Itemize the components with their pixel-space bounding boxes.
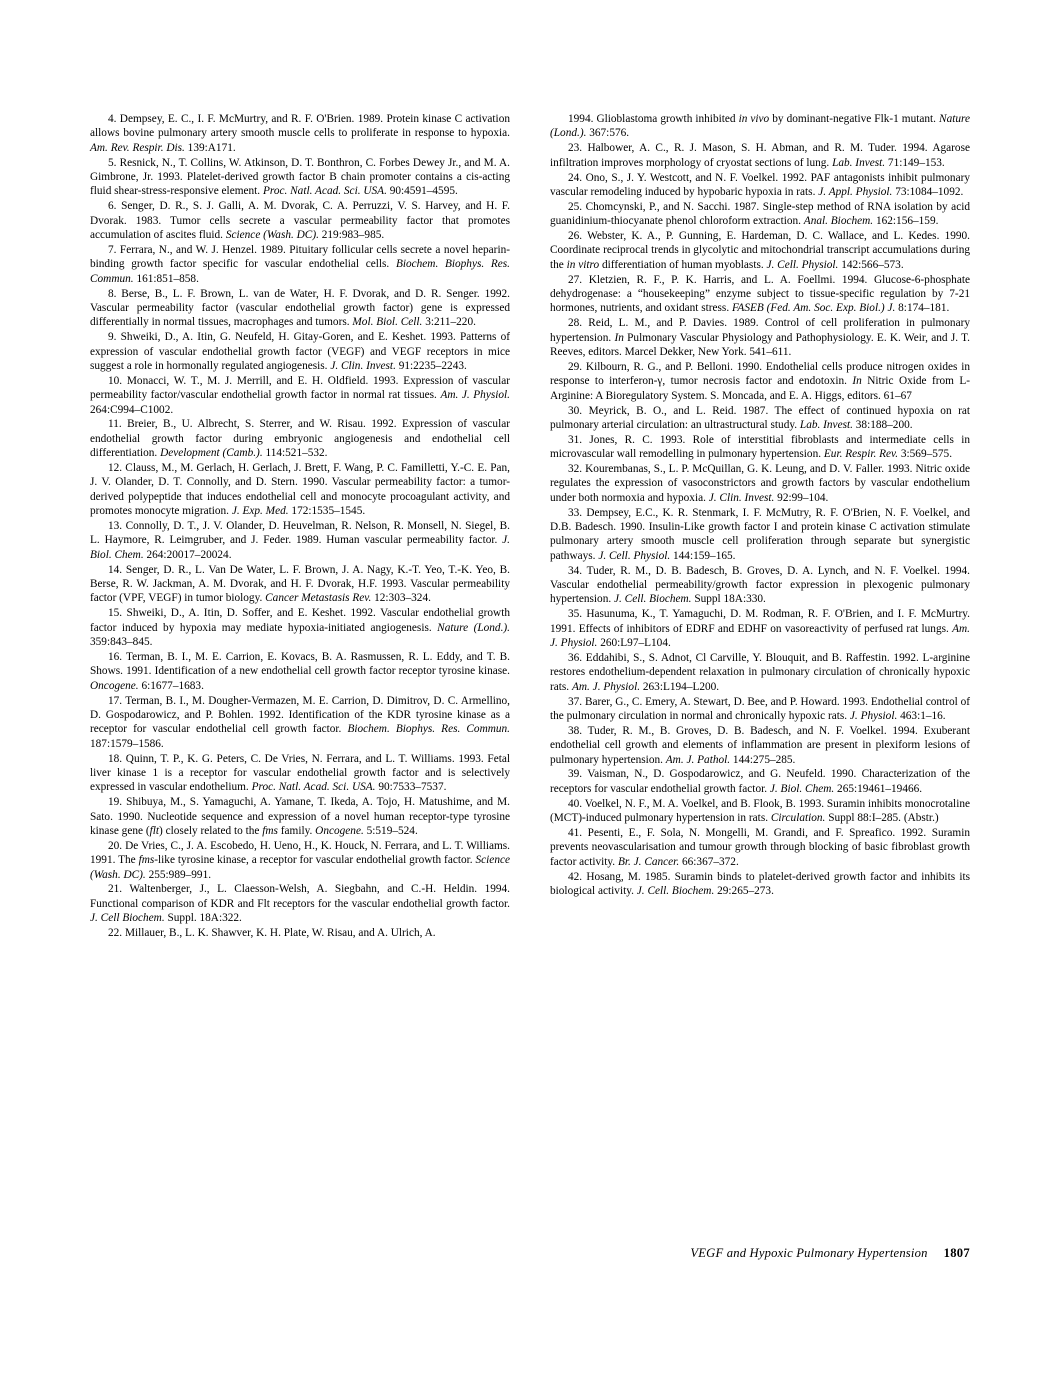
reference-entry: 26. Webster, K. A., P. Gunning, E. Hardeman, D. C. Wallace, and L. Kedes. 1990. Coordinate reciprocal trends in glycolytic and mitochondrial transcript accumulations during the in vitro differentiation of human myoblasts. J. Cell. Physiol. 142:566–573. [550, 230, 970, 271]
references-column-left [90, 112, 510, 941]
reference-entry: 35. Hasunuma, K., T. Yamaguchi, D. M. Rodman, R. F. O'Brien, and I. F. McMurtry. 1991. Effects of inhibitors of EDRF and EDHF on vasoreactivity of perfused rat lungs. Am. J. Physiol. 260:L97–L104. [550, 608, 970, 649]
reference-entry: 16. Terman, B. I., M. E. Carrion, E. Kovacs, B. A. Rasmussen, R. L. Eddy, and T. B. Shows. 1991. Identification of a new endothelial cell growth factor receptor tyrosine kinase. Oncogene. 6:1677–1683. [90, 650, 510, 692]
reference-entry: 22. Millauer, B., L. K. Shawver, K. H. Plate, W. Risau, and A. Ulrich, A. [108, 927, 436, 939]
reference-entry: 18. Quinn, T. P., K. G. Peters, C. De Vries, N. Ferrara, and L. T. Williams. 1993. Fetal liver kinase 1 is a receptor for vascular endothelial growth factor and is selectively expressed in vascular endothelium. Proc. Natl. Acad. Sci. USA. 90:7533–7537. [90, 752, 510, 794]
footer-journal-title: VEGF and Hypoxic Pulmonary Hypertension [690, 1246, 928, 1260]
reference-entry: 12. Clauss, M., M. Gerlach, H. Gerlach, J. Brett, F. Wang, P. C. Familletti, Y.-C. E. Pan, J. V. Olander, D. T. Connolly, and D. Stern. 1990. Vascular permeability factor: a tumor-derived polypeptide that induces endothelial cell and monocyte procoagulant activity, and promotes monocyte migration. J. Exp. Med. 172:1535–1545. [90, 462, 510, 518]
reference-entry: 38. Tuder, R. M., B. Groves, D. B. Badesch, and N. F. Voelkel. 1994. Exuberant endothelial cell growth and elements of inflammation are present in plexiform lesions of pulmonary hypertension. Am. J. Pathol. 144:275–285. [550, 724, 970, 766]
reference-entry: 13. Connolly, D. T., J. V. Olander, D. Heuvelman, R. Nelson, R. Monsell, N. Siegel, B. L. Haymore, R. Leimgruber, and J. Feder. 1989. Human vascular permeability factor. J. Biol. Chem. 264:20017–20024. [90, 520, 510, 561]
reference-entry: 31. Jones, R. C. 1993. Role of interstitial fibroblasts and intermediate cells in microvascular wall remodelling in pulmonary hypertension. Eur. Respir. Rev. 3:569–575. [550, 433, 970, 461]
reference-entry: 33. Dempsey, E.C., K. R. Stenmark, I. F. McMutry, R. F. O'Brien, N. F. Voelkel, and D.B. Badesch. 1990. Insulin-Like growth factor I and protein kinase C activation stimulate pulmonary artery smooth muscle cell proliferation through separate but synergistic pathways. J. Cell. Physiol. 144:159–165. [550, 506, 970, 562]
page-footer [90, 1246, 970, 1261]
reference-entry: 10. Monacci, W. T., M. J. Merrill, and E. H. Oldfield. 1993. Expression of vascular permeability factor/vascular endothelial growth factor in normal rat tissues. Am. J. Physiol. 264:C994–C1002. [90, 374, 510, 416]
reference-entry: 19. Shibuya, M., S. Yamaguchi, A. Yamane, T. Ikeda, A. Tojo, H. Matushime, and M. Sato. 1990. Nucleotide sequence and expression of a novel human receptor-type tyrosine kinase gene (flt) closely related to the fms family. Oncogene. 5:519–524. [90, 796, 510, 837]
reference-entry: 36. Eddahibi, S., S. Adnot, Cl Carville, Y. Blouquit, and B. Raffestin. 1992. L-arginine restores endothelium-dependent relaxation in pulmonary circulation of chronically hypoxic rats. Am. J. Physiol. 263:L194–L200. [550, 651, 970, 693]
reference-entry: 4. Dempsey, E. C., I. F. McMurtry, and R. F. O'Brien. 1989. Protein kinase C activation allows bovine pulmonary artery smooth muscle cells to proliferate in response to hypoxia. Am. Rev. Respir. Dis. 139:A171. [90, 113, 510, 154]
reference-entry: 21. Waltenberger, J., L. Claesson-Welsh, A. Siegbahn, and C.-H. Heldin. 1994. Functional comparison of KDR and Flt receptors for the vascular endothelial growth factor. J. Cell Biochem. Suppl. 18A:322. [90, 883, 510, 925]
reference-entry: 17. Terman, B. I., M. Dougher-Vermazen, M. E. Carrion, D. Dimitrov, D. C. Armellino, D. Gospodarowicz, and P. Bohlen. 1992. Identification of the KDR tyrosine kinase as a receptor for vascular endothelial cell growth factor. Biochem. Biophys. Res. Commun. 187:1579–1586. [90, 694, 511, 750]
reference-entry: 37. Barer, G., C. Emery, A. Stewart, D. Bee, and P. Howard. 1993. Endothelial control of the pulmonary circulation in normal and chronically hypoxic rats. J. Physiol. 463:1–16. [550, 695, 970, 722]
reference-entry: 14. Senger, D. R., L. Van De Water, L. F. Brown, J. A. Nagy, K.-T. Yeo, T.-K. Yeo, B. Berse, R. W. Jackman, A. M. Dvorak, and H. F. Dvorak, H.F. 1993. Vascular permeability factor (VPF, VEGF) in tumor biology. Cancer Metastasis Rev. 12:303–324. [90, 563, 510, 605]
reference-entry: 29. Kilbourn, R. G., and P. Belloni. 1990. Endothelial cells produce nitrogen oxides in response to interferon-γ, tumor necrosis factor and endotoxin. In Nitric Oxide from L-Arginine: A Bioregulatory System. S. Moncada, and E. A. Higgs, editors. 61–67 [550, 360, 970, 402]
reference-entry: 40. Voelkel, N. F., M. A. Voelkel, and B. Flook, B. 1993. Suramin inhibits monocrotaline (MCT)-induced pulmonary hypertension in rats. Circulation. Suppl 88:I–285. (Abstr.) [550, 797, 970, 824]
reference-entry: 5. Resnick, N., T. Collins, W. Atkinson, D. T. Bonthron, C. Forbes Dewey Jr., and M. A. Gimbrone, Jr. 1993. Platelet-derived growth factor B chain promoter contains a cis-acting fluid shear-stress-responsive element. Proc. Natl. Acad. Sci. USA. 90:4591–4595. [90, 156, 510, 198]
reference-entry: 23. Halbower, A. C., R. J. Mason, S. H. Abman, and R. M. Tuder. 1994. Agarose infiltration improves morphology of cryostat sections of lung. Lab. Invest. 71:149–153. [550, 142, 970, 169]
reference-entry: 8. Berse, B., L. F. Brown, L. van de Water, H. F. Dvorak, and D. R. Senger. 1992. Vascular permeability factor (vascular endothelial growth factor) gene is expressed differentially in normal tissues, macrophages and tumors. Mol. Biol. Cell. 3:211–220. [90, 287, 510, 329]
reference-entry: 27. Kletzien, R. F., P. K. Harris, and L. A. Foellmi. 1994. Glucose-6-phosphate dehydrogenase: a “housekeeping” enzyme subject to tissue-specific regulation by 7-21 hormones, nutrients, and oxidant stress. FASEB (Fed. Am. Soc. Exp. Biol.) J. 8:174–181. [550, 273, 970, 315]
reference-entry: 1994. Glioblastoma growth inhibited in vivo by dominant-negative Flk-1 mutant. Nature (Lond.). 367:576. [550, 113, 970, 140]
reference-entry: 25. Chomcynski, P., and N. Sacchi. 1987. Single-step method of RNA isolation by acid guanidinium-thiocyanate phenol chloroform extraction. Anal. Biochem. 162:156–159. [550, 200, 970, 228]
reference-entry: 32. Kourembanas, S., L. P. McQuillan, G. K. Leung, and D. V. Faller. 1993. Nitric oxide regulates the expression of vasoconstrictors and growth factors by vascular endothelium under both normoxia and hypoxia. J. Clin. Invest. 92:99–104. [550, 463, 970, 504]
references-column-right [550, 112, 970, 941]
reference-entry: 20. De Vries, C., J. A. Escobedo, H. Ueno, H., K. Houck, N. Ferrara, and L. T. Williams. 1991. The fms-like tyrosine kinase, a receptor for vascular endothelial growth factor. Science (Wash. DC). 255:989–991. [90, 839, 510, 881]
reference-entry: 28. Reid, L. M., and P. Davies. 1989. Control of cell proliferation in pulmonary hypertension. In Pulmonary Vascular Physiology and Pathophysiology. E. K. Weir, and J. T. Reeves, editors. Marcel Dekker, New York. 541–611. [550, 317, 970, 358]
reference-entry: 6. Senger, D. R., S. J. Galli, A. M. Dvorak, C. A. Perruzzi, V. S. Harvey, and H. F. Dvorak. 1983. Tumor cells secrete a vascular permeability factor that promotes accumulation of ascites fluid. Science (Wash. DC). 219:983–985. [90, 200, 510, 241]
reference-entry: 24. Ono, S., J. Y. Westcott, and N. F. Voelkel. 1992. PAF antagonists inhibit pulmonary vascular remodeling induced by hypobaric hypoxia in rats. J. Appl. Physiol. 73:1084–1092. [550, 171, 970, 198]
reference-entry: 42. Hosang, M. 1985. Suramin binds to platelet-derived growth factor and inhibits its biological activity. J. Cell. Biochem. 29:265–273. [550, 870, 970, 897]
reference-entry: 7. Ferrara, N., and W. J. Henzel. 1989. Pituitary follicular cells secrete a novel heparin-binding growth factor specific for vascular endothelial cells. Biochem. Biophys. Res. Commun. 161:851–858. [90, 243, 510, 285]
references-columns [90, 112, 970, 941]
reference-entry: 9. Shweiki, D., A. Itin, G. Neufeld, H. Gitay-Goren, and E. Keshet. 1993. Patterns of expression of vascular endothelial growth factor (VEGF) and VEGF receptors in mice suggest a role in hormonally regulated angiogenesis. J. Clin. Invest. 91:2235–2243. [90, 331, 510, 372]
reference-entry: 30. Meyrick, B. O., and L. Reid. 1987. The effect of continued hypoxia on rat pulmonary arterial circulation: an ultrastructural study. Lab. Invest. 38:188–200. [550, 404, 970, 431]
reference-entry: 41. Pesenti, E., F. Sola, N. Mongelli, M. Grandi, and F. Spreafico. 1992. Suramin prevents neovascularisation and tumour growth through blocking of basic fibroblast growth factor activity. Br. J. Cancer. 66:367–372. [550, 826, 970, 868]
reference-entry: 15. Shweiki, D., A. Itin, D. Soffer, and E. Keshet. 1992. Vascular endothelial growth factor induced by hypoxia may mediate hypoxia-initiated angiogenesis. Nature (Lond.). 359:843–845. [90, 607, 510, 648]
reference-entry: 34. Tuder, R. M., D. B. Badesch, B. Groves, D. A. Lynch, and N. F. Voelkel. 1994. Vascular endothelial permeability/growth factor expression in plexogenic pulmonary hypertension. J. Cell. Biochem. Suppl 18A:330. [550, 564, 970, 606]
reference-entry: 39. Vaisman, N., D. Gospodarowicz, and G. Neufeld. 1990. Characterization of the receptors for vascular endothelial growth factor. J. Biol. Chem. 265:19461–19466. [550, 768, 970, 795]
footer-page-number: 1807 [943, 1246, 970, 1260]
reference-entry: 11. Breier, B., U. Albrecht, S. Sterrer, and W. Risau. 1992. Expression of vascular endothelial growth factor during embryonic angiogenesis and endothelial cell differentiation. Development (Camb.). 114:521–532. [90, 418, 510, 460]
